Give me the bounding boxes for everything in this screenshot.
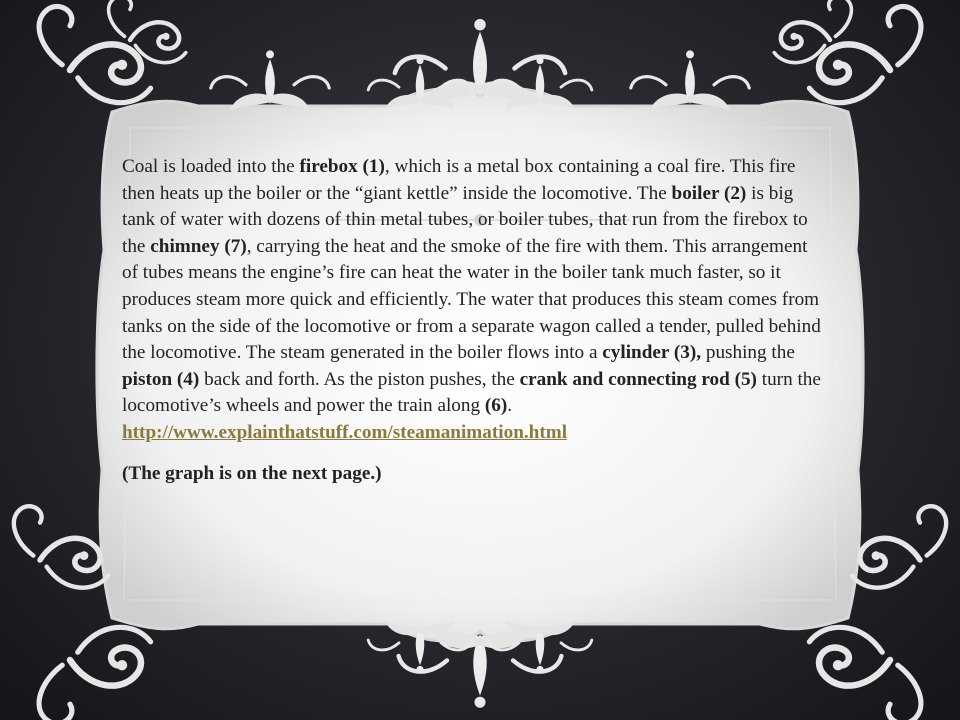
bold-term: piston (4): [122, 368, 200, 390]
bold-term: cylinder (3),: [602, 342, 702, 364]
slide-content: [122, 154, 822, 487]
bold-term: chimney (7): [150, 235, 247, 257]
text-run: pushing the: [701, 342, 795, 364]
text-run: , which is a metal box containing a coal fire. This fire then heats up the boiler or the “giant kettle” inside the locomotive. The: [122, 156, 796, 204]
text-run: Coal is loaded into the: [122, 156, 300, 177]
bold-term: boiler (2): [671, 182, 747, 204]
text-run: turn the locomotive’s wheels and power the train along: [122, 368, 821, 417]
next-page-note: (The graph is on the next page.): [122, 462, 382, 484]
text-run: is big tank of water with dozens of thin metal tubes, or boiler tubes, that run from the firebox to the: [122, 182, 808, 257]
bold-term: firebox (1): [299, 156, 385, 177]
text-run: , carrying the heat and the smoke of the fire with them. This arrangement of tubes means the engine’s fire can heat the water in the boiler tank much faster, so it produces steam more quick and efficiently. The water that produces this steam comes from tanks on the side of the locomotive or from a separate wagon called a tender, pulled behind the locomotive. The steam generated in the boiler flows into a: [122, 235, 821, 364]
text-run: .: [507, 395, 513, 417]
bold-term: crank and connecting rod (5): [519, 368, 757, 390]
source-link[interactable]: http://www.explainthatstuff.com/steamanimation.html: [122, 421, 568, 443]
bold-term: (6): [484, 395, 508, 417]
text-run: back and forth. As the piston pushes, the: [199, 368, 520, 390]
body-paragraph: [122, 154, 822, 447]
